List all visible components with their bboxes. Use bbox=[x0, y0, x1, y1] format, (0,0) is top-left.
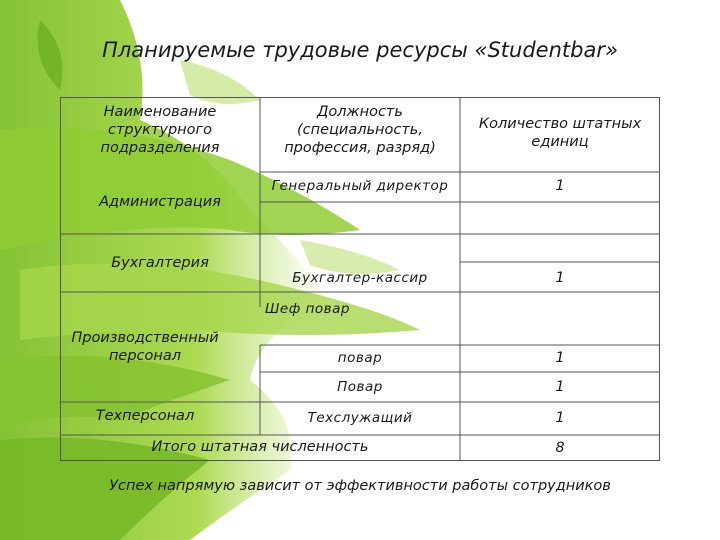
cell-position-general-director: Генеральный директор bbox=[271, 178, 449, 194]
footer-note: Успех напрямую зависит от эффективности работы сотрудников bbox=[109, 478, 611, 494]
cell-unit-accounting: Бухгалтерия bbox=[111, 255, 209, 271]
cell-count-cook: 1 bbox=[555, 350, 565, 366]
cell-position-accountant-cashier: Бухгалтер-кассир bbox=[292, 270, 428, 286]
cell-count-accountant-cashier: 1 bbox=[555, 270, 565, 286]
cell-count-technician: 1 bbox=[555, 410, 565, 426]
cell-position-head-chef: Шеф повар bbox=[265, 301, 350, 317]
cell-count-cook-2: 1 bbox=[555, 379, 565, 395]
total-label: Итого штатная численность bbox=[151, 439, 369, 455]
cell-unit-production-staff: Производственный персонал bbox=[71, 330, 219, 364]
total-count: 8 bbox=[555, 440, 565, 456]
page-title: Планируемые трудовые ресурсы «Studentbar» bbox=[102, 38, 618, 62]
cell-unit-tech-staff: Техперсонал bbox=[95, 408, 195, 424]
header-position: Должность (специальность, профессия, разряд) bbox=[284, 104, 436, 156]
cell-position-cook-2: Повар bbox=[337, 379, 383, 395]
cell-unit-administration: Администрация bbox=[99, 194, 221, 210]
header-unit: Наименование структурного подразделения bbox=[100, 104, 220, 156]
header-count: Количество штатных единиц bbox=[478, 116, 642, 150]
cell-position-technician: Техслужащий bbox=[307, 410, 413, 426]
cell-position-cook: повар bbox=[337, 350, 383, 366]
cell-count-general-director: 1 bbox=[555, 178, 565, 194]
staff-table bbox=[60, 97, 660, 461]
